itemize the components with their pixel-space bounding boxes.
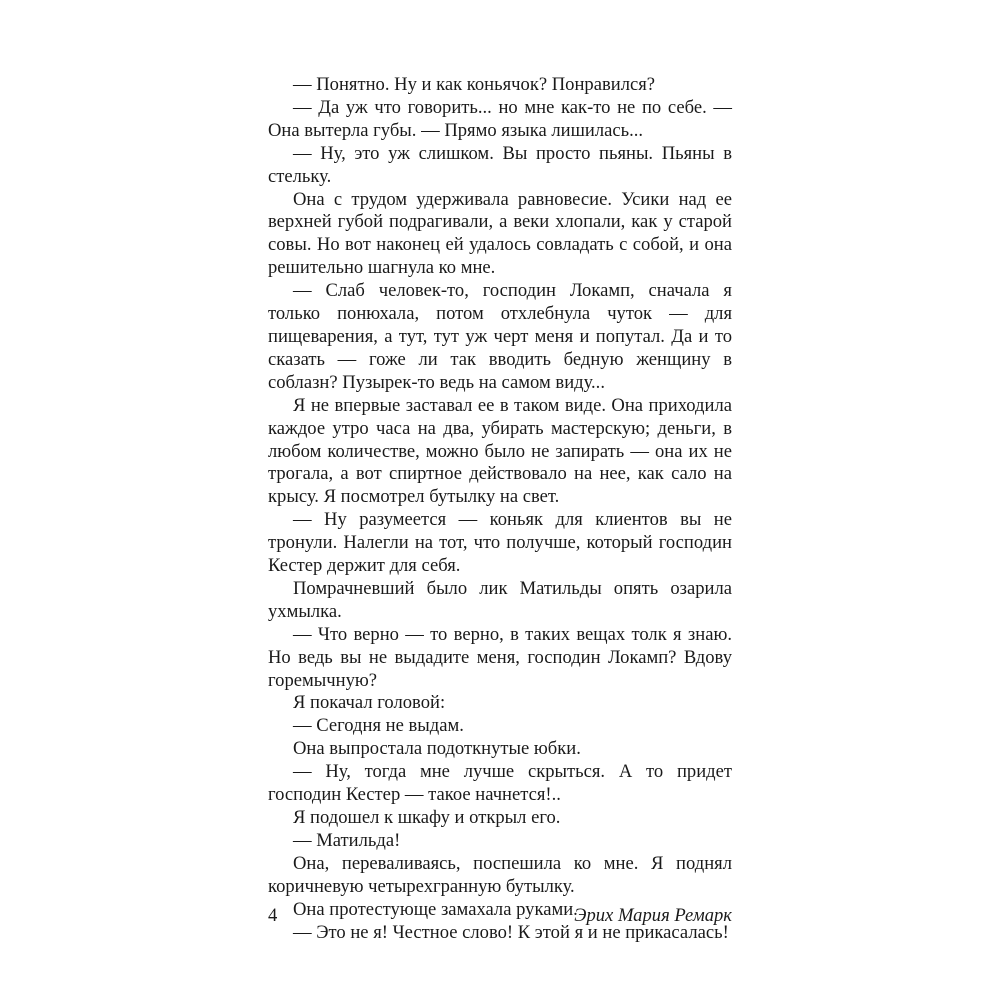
paragraph: — Понятно. Ну и как коньячок? Понравился? bbox=[293, 74, 656, 95]
paragraph: Она, переваливаясь, поспешила ко мне. Я поднял коричневую четырехгранную бутылку. bbox=[268, 852, 732, 897]
page-body-text bbox=[268, 74, 732, 944]
paragraph: Я покачал головой: bbox=[293, 692, 446, 714]
paragraph: — Ну, это уж слишком. Вы просто пьяны. Пьяны в стельку. bbox=[268, 142, 732, 187]
paragraph: Она протестующе замахала руками. bbox=[293, 898, 578, 920]
paragraph: — Что верно — то верно, в таких вещах толк я знаю. Но ведь вы не выдадите меня, господин Локамп? Вдову горемычную? bbox=[268, 623, 732, 691]
paragraph: Она выпростала подоткнутые юбки. bbox=[293, 738, 581, 760]
paragraph: — Ну разумеется — коньяк для клиентов вы не тронули. Налегли на тот, что получше, который господин Кестер держит для себя. bbox=[268, 509, 732, 577]
paragraph: — Да уж что говорить... но мне как-то не по себе. — Она вытерла губы. — Прямо языка лишилась... bbox=[268, 96, 732, 141]
paragraph: — Сегодня не выдам. bbox=[293, 715, 464, 737]
paragraph: Я не впервые заставал ее в таком виде. Она приходила каждое утро часа на два, убирать мастерскую; деньги, в любом количестве, можно было не запирать — она их не трогала, а вот спиртное действовало на нее, как сало на крысу. Я посмотрел бутылку на свет. bbox=[268, 394, 732, 508]
page-number: 4 bbox=[268, 905, 278, 926]
paragraph: — Слаб человек-то, господин Локамп, сначала я только понюхала, потом отхлебнула чуток — для пищеварения, а тут, тут уж черт меня и попутал. Да и то сказать — гоже ли так вводить бедную женщину в соблазн? Пузырек-то ведь на самом виду... bbox=[268, 280, 732, 393]
paragraph: — Ну, тогда мне лучше скрыться. А то придет господин Кестер — такое начнется!.. bbox=[268, 761, 732, 806]
paragraph: Она с трудом удерживала равновесие. Усики над ее верхней губой подрагивали, а веки хлопали, как у старой совы. Но вот наконец ей удалось совладать с собой, и она решительно шагнула ко мне. bbox=[268, 188, 732, 279]
paragraph: — Это не я! Честное слово! К этой я и не прикасалась! bbox=[293, 921, 729, 943]
paragraph: Я подошел к шкафу и открыл его. bbox=[293, 807, 561, 828]
paragraph: Помрачневший было лик Матильды опять озарила ухмылка. bbox=[268, 577, 732, 622]
paragraph: — Матильда! bbox=[293, 829, 401, 851]
running-author: Эрих Мария Ремарк bbox=[574, 905, 732, 926]
